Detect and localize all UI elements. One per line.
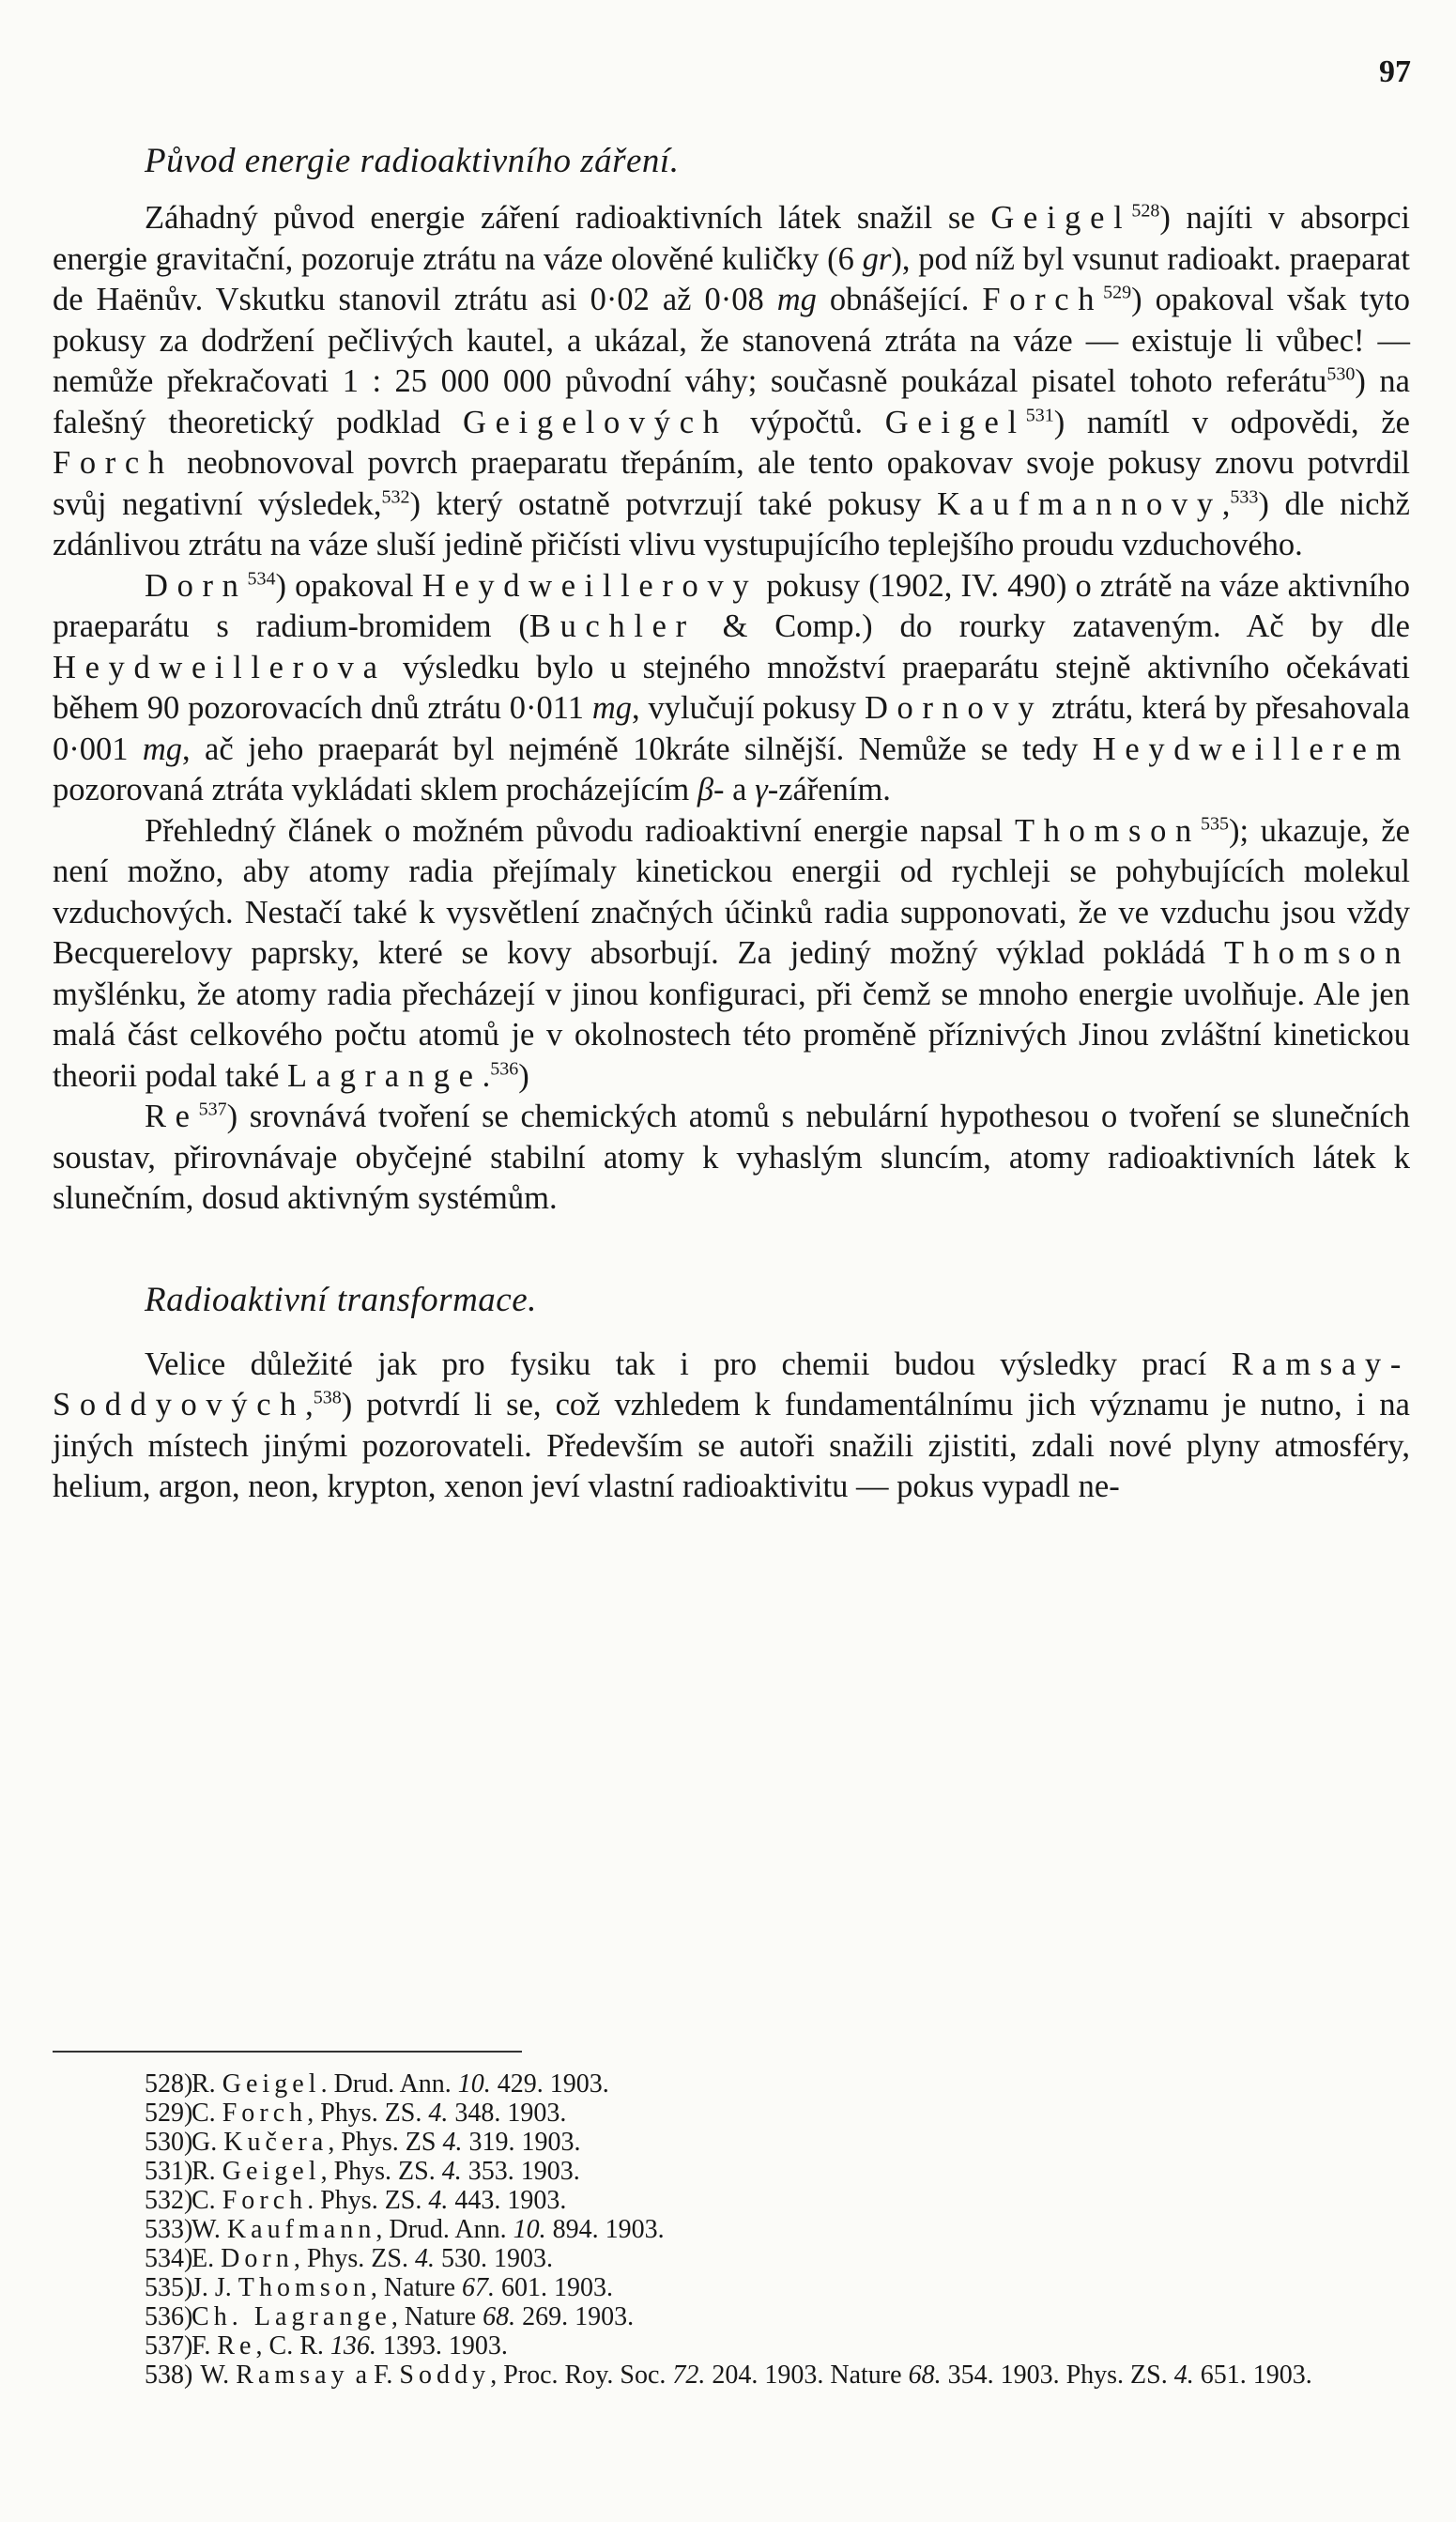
italic-text: mg bbox=[776, 282, 817, 317]
italic-text: 4. bbox=[442, 2128, 463, 2157]
italic-text: 68. bbox=[483, 2302, 516, 2331]
footnote-number: 532) bbox=[145, 2186, 193, 2215]
footnote-divider bbox=[53, 2051, 522, 2053]
paragraph: Velice důležité jak pro fysiku tak i pro chemii budou výsledky prací Ramsay-Soddyových,$^{538}$) potvrdí li se, což vzhledem k fundamentálnímu jich významu je nutno, i na jiných místech jinými pozorovateli. Především se autoři snažili zjistiti, zdali nové plyny atmosféry, helium, argon, neon, krypton, xenon jeví vlastní radioaktivitu — pokus vypadl ne- bbox=[53, 1346, 1410, 1504]
italic-text: 67. bbox=[462, 2273, 496, 2302]
page-number: 97 bbox=[1379, 54, 1411, 89]
footnote bbox=[53, 2244, 1410, 2273]
footnote-number: 529) bbox=[145, 2099, 193, 2128]
spaced-name: Thomson bbox=[1014, 812, 1201, 849]
footnote-text: C. Forch. Phys. ZS. 4. 443. 1903. bbox=[192, 2186, 567, 2215]
footnote bbox=[53, 2361, 1410, 2390]
spaced-name: Kaufmannovy bbox=[937, 485, 1222, 522]
footnote-text: R. Geigel, Phys. ZS. 4. 353. 1903. bbox=[192, 2157, 580, 2186]
spaced-name: Forch bbox=[222, 2099, 308, 2128]
spaced-name: Geigel bbox=[222, 2157, 321, 2186]
footnote-text: E. Dorn, Phys. ZS. 4. 530. 1903. bbox=[192, 2244, 553, 2273]
footnote-number: 530) bbox=[145, 2128, 193, 2157]
italic-text: 4. bbox=[428, 2099, 449, 2128]
italic-text: 10. bbox=[457, 2069, 491, 2099]
footnote-ref: 531 bbox=[1025, 405, 1054, 425]
spaced-name: Heydweillerovy bbox=[421, 567, 759, 604]
italic-text: 68. bbox=[908, 2361, 942, 2390]
footnote-number: 535) bbox=[145, 2273, 193, 2302]
spaced-name: Kaufmann bbox=[226, 2215, 376, 2244]
spaced-name: Lagrange bbox=[287, 1057, 483, 1094]
footnote-number: 533) bbox=[145, 2215, 193, 2244]
spaced-name: Geigel bbox=[990, 200, 1132, 236]
section-heading: Radioaktivní transformace. bbox=[145, 1280, 537, 1319]
spaced-name: Dornovy bbox=[864, 690, 1044, 726]
spaced-name: Forch bbox=[53, 445, 174, 481]
section-heading: Původ energie radioaktivního záření. bbox=[145, 142, 680, 180]
spaced-name: Ramsay bbox=[236, 2361, 349, 2390]
spaced-name: Ramsay-Soddyových bbox=[53, 1346, 1410, 1422]
footnote-number: 528) bbox=[145, 2069, 193, 2099]
italic-text: 4. bbox=[414, 2244, 435, 2273]
italic-text: mg bbox=[591, 690, 633, 726]
spaced-name: Thomson bbox=[1224, 935, 1410, 971]
footnote-text: R. Geigel. Drud. Ann. 10. 429. 1903. bbox=[192, 2069, 609, 2099]
italic-text: mg bbox=[142, 730, 183, 767]
footnote-text: J. J. Thomson, Nature 67. 601. 1903. bbox=[192, 2273, 614, 2302]
footnote-ref: 529 bbox=[1103, 282, 1132, 303]
footnote bbox=[53, 2069, 1410, 2099]
footnote-ref: 537 bbox=[198, 1099, 227, 1120]
italic-text: 4. bbox=[1173, 2361, 1194, 2390]
spaced-name: Forch bbox=[982, 282, 1104, 317]
footnote bbox=[53, 2302, 1410, 2331]
italic-text: 136. bbox=[330, 2331, 376, 2361]
footnote-text: G. Kučera, Phys. ZS 4. 319. 1903. bbox=[192, 2128, 581, 2157]
footnote-ref: 536 bbox=[490, 1058, 519, 1079]
footnotes bbox=[53, 2069, 1410, 2390]
footnote-text: C. Forch, Phys. ZS. 4. 348. 1903. bbox=[192, 2099, 567, 2128]
footnote-number: 536) bbox=[145, 2302, 193, 2331]
footnote-number: 537) bbox=[145, 2331, 193, 2361]
spaced-name: Heydweillerova bbox=[53, 649, 387, 685]
spaced-name: Buchler bbox=[529, 608, 696, 644]
main-text bbox=[53, 141, 1410, 1508]
spaced-name: Geigel bbox=[884, 404, 1026, 440]
footnote bbox=[53, 2099, 1410, 2128]
footnote-ref: 533 bbox=[1230, 486, 1259, 507]
footnote-ref: 534 bbox=[247, 568, 276, 589]
spaced-name: Geigel bbox=[222, 2069, 321, 2099]
spaced-name: Geigelových bbox=[463, 404, 728, 440]
spaced-name: Ch. Lagrange bbox=[192, 2302, 391, 2331]
italic-text: β bbox=[697, 772, 714, 807]
italic-text: γ bbox=[755, 772, 768, 807]
paragraph: Přehledný článek o možném původu radioaktivní energie napsal Thomson$^{535}$); ukazuje, že není možno, aby atomy radia přejímaly kinetickou energii od rychleji se pohybujících molekul vzduchových. Nestačí také k vysvětlení značných účinků radia supponovati, že ve vzduchu jsou vždy Becquerelovy paprsky, které se kovy absorbují. Za jediný možný výklad pokládá Thomson myšlénku, že atomy radia přecházejí v jinou konfiguraci, při čemž se mnoho energie uvolňuje. Ale jen malá část celkového počtu atomů je v okolnostech této proměně příznivých Jinou zvláštní kinetickou theorii podal také Lagrange.$^{536}$) bbox=[53, 812, 1410, 1094]
spaced-name: Dorn bbox=[145, 567, 248, 604]
footnote bbox=[53, 2331, 1410, 2361]
footnote-text: W. Kaufmann, Drud. Ann. 10. 894. 1903. bbox=[192, 2215, 665, 2244]
italic-text: 72. bbox=[672, 2361, 706, 2390]
footnote-ref: 538 bbox=[313, 1387, 342, 1408]
italic-text: 4. bbox=[428, 2186, 449, 2215]
footnote bbox=[53, 2157, 1410, 2186]
italic-text: gr bbox=[862, 240, 892, 277]
footnote-text: W. Ramsay a F. Soddy, Proc. Roy. Soc. 72. 204. 1903. Nature 68. 354. 1903. Phys. ZS. 4. 651. 1903. bbox=[200, 2361, 1312, 2390]
footnote-number: 538) bbox=[145, 2361, 193, 2390]
spaced-name: Heydweillerem bbox=[1092, 730, 1411, 767]
spaced-name: Soddy bbox=[399, 2361, 491, 2390]
footnote-ref: 528 bbox=[1131, 200, 1160, 222]
paragraph: Dorn$^{534}$) opakoval Heydweillerovy pokusy (1902, IV. 490) o ztrátě na váze aktivního praeparátu s radium-bromidem (Buchler & Comp.) do rourky zataveným. Ač by dle Heydweillerova výsledku bylo u stejného množství praeparátu stejně aktivního očekávati během 90 pozorovacích dnů ztrátu 0·011 mg, vylučují pokusy Dornovy ztrátu, která by přesahovala 0·001 mg, ač jeho praeparát byl nejméně 10kráte silnější. Nemůže se tedy Heydweillerem pozorovaná ztráta vykládati sklem procházejícím β- a γ-zářením. bbox=[53, 567, 1411, 807]
footnote-ref: 532 bbox=[381, 486, 410, 507]
footnote-number: 534) bbox=[145, 2244, 193, 2273]
spaced-name: Re bbox=[145, 1099, 199, 1134]
spaced-name: Kučera bbox=[223, 2128, 329, 2157]
footnote bbox=[53, 2273, 1410, 2302]
footnote-ref: 530 bbox=[1326, 363, 1356, 385]
spaced-name: Re bbox=[217, 2331, 256, 2361]
footnote bbox=[53, 2186, 1410, 2215]
footnote-number: 531) bbox=[145, 2157, 193, 2186]
spaced-name: Dorn bbox=[221, 2244, 294, 2273]
spaced-name: Forch bbox=[222, 2186, 308, 2215]
footnote bbox=[53, 2215, 1410, 2244]
footnote-text: Ch. Lagrange, Nature 68. 269. 1903. bbox=[192, 2302, 635, 2331]
footnote-text: F. Re, C. R. 136. 1393. 1903. bbox=[192, 2331, 508, 2361]
footnote bbox=[53, 2128, 1410, 2157]
paragraph: Záhadný původ energie záření radioaktivních látek snažil se Geigel$^{528}$) najíti v absorpci energie gravitační, pozoruje ztrátu na váze olověné kuličky (6 gr), pod níž byl vsunut radioakt. praeparat de Haënův. Vskutku stanovil ztrátu asi 0·02 až 0·08 mg obnášející. Forch$^{529}$) opakoval však tyto pokusy za dodržení pečlivých kautel, a ukázal, že stanovená ztráta na váze — existuje li vůbec! — nemůže překračovati 1 : 25 000 000 původní váhy; současně poukázal pisatel tohoto referátu$^{530}$) na falešný theoretický podklad Geigelových výpočtů. Geigel$^{531}$) namítl v odpovědi, že Forch neobnovoval povrch praeparatu třepáním, ale tento opakovav svoje pokusy znovu potvrdil svůj negativní výsledek,$^{532}$) který ostatně potvrzují také pokusy Kaufmannovy,$^{533}$) dle nichž zdánlivou ztrátu na váze sluší jedině přičísti vlivu vystupujícího teplejšího proudu vzduchového. bbox=[53, 200, 1410, 562]
footnote-ref: 535 bbox=[1200, 813, 1229, 834]
italic-text: 10. bbox=[513, 2215, 546, 2244]
italic-text: 4. bbox=[441, 2157, 462, 2186]
paragraph: Re$^{537}$) srovnává tvoření se chemických atomů s nebulární hypothesou o tvoření se slunečních soustav, přirovnávaje obyčejné stabilní atomy k vyhaslým sluncím, atomy radioaktivních látek k slunečním, dosud aktivným systémům. bbox=[53, 1099, 1410, 1216]
spaced-name: Thomson bbox=[238, 2273, 371, 2302]
